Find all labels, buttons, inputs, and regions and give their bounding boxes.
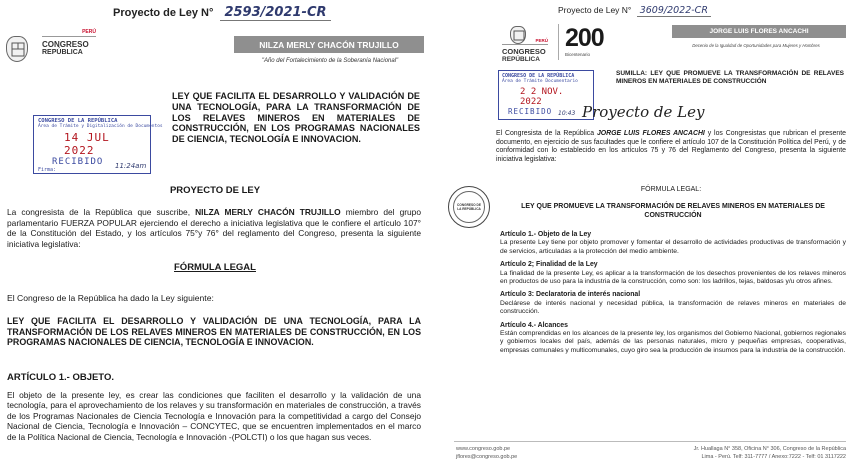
stamp-institution: CONGRESO DE LA REPÚBLICA: [38, 118, 118, 124]
article-heading: Artículo 3: Declaratoria de interés nacional: [500, 291, 641, 299]
article-item: [500, 322, 846, 356]
congreso-label-right: CONGRESO: [502, 47, 546, 56]
law-title-right: LEY QUE PROMUEVE LA TRANSFORMACIÓN DE RELAVES MINEROS EN MATERIALES DE CONSTRUCCIÓN: [521, 203, 825, 219]
intro-paragraph-right: [496, 130, 846, 164]
proyecto-prefix: Proyecto de Ley N°: [113, 7, 214, 19]
stamp-firma: Firma:: [38, 167, 57, 173]
right-document-page: [440, 0, 850, 474]
peru-tag: PERÚ: [82, 29, 96, 35]
intro-author-name-right: JORGE LUIS FLORES ANCACHI: [596, 130, 705, 137]
article-body: Están comprendidas en los alcances de la presente ley, los organismos del Gobierno Nacional, gobiernos regionales y gobiernos locales del país, además de las personas naturales, micro y pequeñas empresas, cooperativas, empresas comunales y multicomunales, cuyo giro sea la producción de insumos para la industria de la construcción.: [500, 330, 846, 354]
proyecto-number-handwritten-right: 3609/2022-CR: [637, 5, 711, 17]
article-item: [500, 291, 846, 316]
proyecto-number-line: [113, 5, 331, 20]
peru-coat-of-arms-icon-right: [510, 26, 526, 44]
bill-title: LEY QUE FACILITA EL DESARROLLO Y VALIDACIÓN DE UNA TECNOLOGÍA, PARA LA TRANSFORMACIÓN DE LOS RELAVES MINEROS EN MATERIALES DE CONSTRUCCIÓN, EN LOS PROGRAMAS NACIONALES DE CIENCIA, TECNOLOGÍA E INNOVACION.: [172, 91, 420, 145]
article-heading: Artículo 1.- Objeto de la Ley: [500, 231, 592, 238]
congreso-label: CONGRESO: [42, 40, 89, 49]
stamp-date-right: 2 2 NOV. 2022: [520, 87, 564, 107]
article-heading: Artículo 2; Finalidad de la Ley: [500, 261, 598, 269]
stamp-date: 14 JUL 2022: [64, 131, 110, 157]
decenio-line: Decenio de la Igualdad de Oportunidades para Mujeres y Hombres: [692, 43, 820, 48]
law-title: LEY QUE FACILITA EL DESARROLLO Y VALIDACIÓN DE UNA TECNOLOGÍA, PARA LA TRANSFORMACIÓN DE LOS RELAVES MINEROS EN MATERIALES DE CONSTRUCCIÓN, EN LOS PROGRAMAS NACIONALES DE CIENCIA, TECNOLOGÍA E INNOVACION.: [7, 316, 421, 348]
proyecto-number-line-right: [558, 5, 711, 16]
peru-coat-of-arms-icon: [6, 36, 28, 62]
formula-legal-heading: FÓRMULA LEGAL: [174, 262, 256, 273]
bicentenario-number: 200: [565, 24, 604, 52]
author-banner: NILZA MERLY CHACÓN TRUJILLO: [234, 36, 424, 53]
proyecto-heading: PROYECTO DE LEY: [169, 185, 261, 196]
proyecto-prefix-right: Proyecto de Ley N°: [558, 5, 632, 15]
article1-heading: ARTÍCULO 1.- OBJETO.: [7, 372, 114, 383]
page-gap: [430, 0, 440, 474]
intro-text-before-right: El Congresista de la República: [496, 130, 597, 137]
footer-rule: [454, 441, 846, 442]
footer-email: jflores@congreso.gob.pe: [456, 454, 518, 460]
stamp-area-right: Área de Trámite Documentario: [502, 79, 578, 84]
intro-text-after: miembro del grupo parlamentario FUERZA POPULAR ejerciendo el derecho a iniciativa legislativa que le confiere el artículo 107° de la Constitución del Estado, y los artículos 75°y 76° del reglamento del Congreso, presenta la siguiente iniciativa legislativa:: [7, 207, 421, 249]
stamp-received-right: RECIBIDO: [508, 107, 553, 116]
article-body: La presente Ley tiene por objeto promover y fomentar el desarrollo de actividades productivas de transformación y de servicios, articuladas a la protección del medio ambiente.: [500, 239, 846, 255]
bicentenario-sub: Bicentenario: [565, 52, 591, 57]
proyecto-number-handwritten: 2593/2021-CR: [220, 5, 330, 21]
stamp-institution-right: CONGRESO DE LA REPÚBLICA: [502, 73, 575, 79]
article-heading: Artículo 4.- Alcances: [500, 321, 568, 329]
article-item: [500, 261, 846, 286]
formula-legal-heading-right: FÓRMULA LEGAL:: [640, 186, 702, 193]
bicentenario-logo: [558, 24, 624, 60]
article1-body: El objeto de la presente ley, es crear las condiciones que faciliten el desarrollo y la validación de una tecnología, para el aprovechamiento de los relaves y su transformación en materiales de construcción, a través de los Programas Nacionales de Ciencia Tecnología e Innovación para la competitividad a cargo del Consejo Nacional de Ciencia, Tecnología e Innovación – CONCYTEC, que se encuentren implementados en el marco de la Política Nacional de Ciencia, Tecnología e Innovación -(POLCTI) o los que hagan sus veces.: [7, 390, 421, 442]
intro-paragraph: [7, 207, 421, 249]
footer-address: Jr. Huallaga N° 358, Oficina N° 306, Congreso de la República: [693, 446, 846, 452]
article-body: La finalidad de la presente Ley, es aplicar a la transformación de los desechos provenientes de los relaves mineros en productos de uso para la industria de la construcción, como son: los ladrillos, tejas, baldosas y/u otros afines.: [500, 269, 846, 286]
stamp-hour-right: 10:43: [558, 110, 576, 117]
republica-label: REPÚBLICA: [42, 49, 83, 56]
congreso-decree-line: El Congreso de la República ha dado la Ley siguiente:: [7, 293, 214, 303]
year-motto: "Año del Fortalecimiento de la Soberanía Nacional": [261, 58, 399, 64]
intro-author-name: NILZA MERLY CHACÓN TRUJILLO: [195, 207, 341, 217]
peru-tag-right: PERÚ: [535, 38, 548, 43]
stamp-area: Área de Trámite y Digitalización de Documentos: [38, 124, 163, 129]
intro-text-after-right: y los Congresistas que rubrican el presente documento, en ejercicio de sus facultades que le confiere el artículo 107 de la Constitución Política del Perú, y de conformidad con lo establecido en los artículos 75 y 76 del Reglamento del Congreso, presenta la siguiente iniciativa legislativa:: [496, 130, 846, 163]
congreso-logo-right: [502, 38, 548, 63]
received-stamp-right: [498, 70, 594, 120]
footer-website: www.congreso.gob.pe: [456, 446, 511, 452]
congreso-logo: [42, 29, 96, 56]
stamp-received: RECIBIDO: [52, 157, 104, 167]
footer-phone: Lima - Perú. Telf: 311-7777 / Anexo:7222 - Telf: 01 3117222: [701, 454, 846, 460]
author-banner-right: JORGE LUIS FLORES ANCACHI: [672, 25, 846, 38]
footer-right: [646, 445, 846, 461]
article-item: [500, 231, 846, 256]
republica-label-right: REPÚBLICA: [502, 56, 540, 63]
congreso-seal: [448, 186, 490, 228]
article-body: Declárese de interés nacional y necesidad pública, la transformación de relaves mineros en materiales de construcción.: [500, 299, 846, 316]
proyecto-script-heading: Proyecto de Ley: [582, 103, 705, 121]
intro-text-before: La congresista de la República que suscribe,: [7, 207, 196, 217]
stamp-hour-handwritten: 11:24am: [115, 162, 147, 170]
seal-text: CONGRESO DE LA REPÚBLICA: [453, 191, 485, 223]
footer-left: [456, 445, 517, 461]
articles-list: [500, 231, 846, 355]
sumilla: SUMILLA: LEY QUE PROMUEVE LA TRANSFORMACIÓN DE RELAVES MINEROS EN MATERIALES DE CONSTRUCCIÓN: [616, 70, 844, 86]
